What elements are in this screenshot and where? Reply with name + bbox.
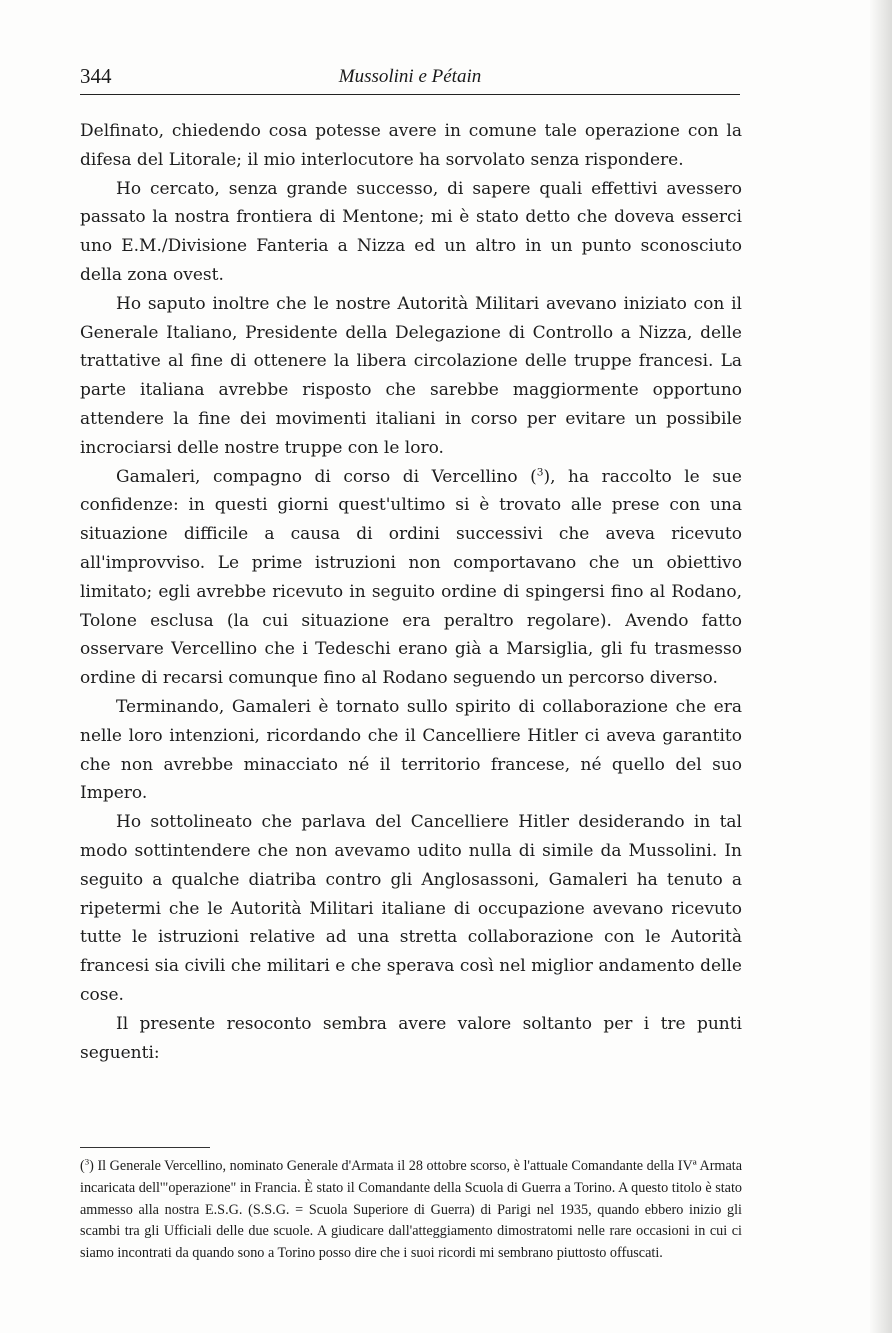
footnotes — [80, 1156, 742, 1265]
paragraph — [80, 693, 742, 808]
main-text — [80, 117, 742, 1067]
footnote-reference: 3 — [536, 465, 544, 478]
paragraph-text: Terminando, Gamaleri è tornato sullo spirito di collaborazione che era nelle loro intenzioni, ricordando che il Cancelliere Hitler ci aveva garantito che non avrebbe minacciato né il territorio francese, né quello del suo Impero. — [80, 696, 742, 804]
paragraph-continued — [80, 117, 742, 175]
paragraph-text: Gamaleri, compagno di corso di Vercellino ( — [116, 466, 537, 487]
paragraph — [80, 175, 742, 290]
paragraph — [80, 290, 742, 463]
page-number: 344 — [80, 64, 112, 88]
page-binding-shadow — [870, 0, 892, 1333]
paragraph-text: ), ha raccolto le sue confidenze: in questi giorni quest'ultimo si è trovato alle prese con una situazione difficile a causa di ordini successivi che aveva ricevuto all'improvviso. Le prime istruzioni non comportavano che un obiettivo limitato; egli avrebbe ricevuto in seguito ordine di spingersi fino al Rodano, Tolone esclusa (la cui situazione era peraltro regolare). Avendo fatto osservare Vercellino che i Tedeschi erano già a Marsiglia, gli fu trasmesso ordine di recarsi comunque fino al Rodano seguendo un percorso diverso. — [80, 466, 742, 689]
footnote-separator — [80, 1147, 210, 1148]
paragraph-text: Ho cercato, senza grande successo, di sapere quali effettivi avessero passato la nostra frontiera di Mentone; mi è stato detto che doveva esserci uno E.M./Divisione Fanteria a Nizza ed un altro in un punto sconosciuto della zona ovest. — [80, 178, 742, 285]
paragraph-text: Delfinato, chiedendo cosa potesse avere in comune tale operazione con la difesa del Litorale; il mio interlocutore ha sorvolato senza rispondere. — [80, 121, 742, 170]
paragraph — [80, 808, 742, 1010]
running-title: Mussolini e Pétain — [338, 66, 482, 87]
paragraph-text: Il presente resoconto sembra avere valore soltanto per i tre punti seguenti: — [80, 1013, 742, 1063]
footnote — [80, 1156, 742, 1265]
running-header — [80, 62, 740, 95]
footnote-open-paren: ( — [80, 1158, 85, 1174]
paragraph-text: Ho saputo inoltre che le nostre Autorità Militari avevano iniziato con il Generale Italiano, Presidente della Delegazione di Controllo a Nizza, delle trattative al fine di ottenere la libera circolazione delle truppe francesi. La parte italiana avrebbe risposto che sarebbe maggiormente opportuno attendere la fine dei movimenti italiani in corso per evitare un possibile incrociarsi delle nostre truppe con le loro. — [80, 293, 742, 458]
footnote-text: Il Generale Vercellino, nominato Generale d'Armata il 28 ottobre scorso, è l'attuale Comandante della IVª Armata incaricata dell'"operazione" in Francia. È stato il Comandante della Scuola di Guerra a Torino. A questo titolo è stato ammesso alla nostra E.S.G. (S.S.G. = Scuola Superiore di Guerra) di Parigi nel 1935, quando ebbero inizio gli scambi tra gli Ufficiali delle due scuole. A giudicare dall'atteggiamento dimostratomi nelle rare occasioni in cui ci siamo incontrati da quando sono a Torino posso dire che i suoi ricordi mi sembrano piuttosto offuscati. — [80, 1158, 742, 1262]
paragraph-text: Ho sottolineato che parlava del Cancelliere Hitler desiderando in tal modo sottintendere che non avevamo udito nulla di simile da Mussolini. In seguito a qualche diatriba contro gli Anglosassoni, Gamaleri ha tenuto a ripetermi che le Autorità Militari italiane di occupazione avevano ricevuto tutte le istruzioni relative ad una stretta collaborazione con le Autorità francesi sia civili che militari e che sperava così nel miglior andamento delle cose. — [80, 812, 742, 1005]
footnote-number: 3 — [84, 1156, 90, 1167]
paragraph — [80, 1010, 742, 1068]
paragraph — [80, 463, 742, 693]
footnote-close-paren: ) — [89, 1158, 94, 1174]
